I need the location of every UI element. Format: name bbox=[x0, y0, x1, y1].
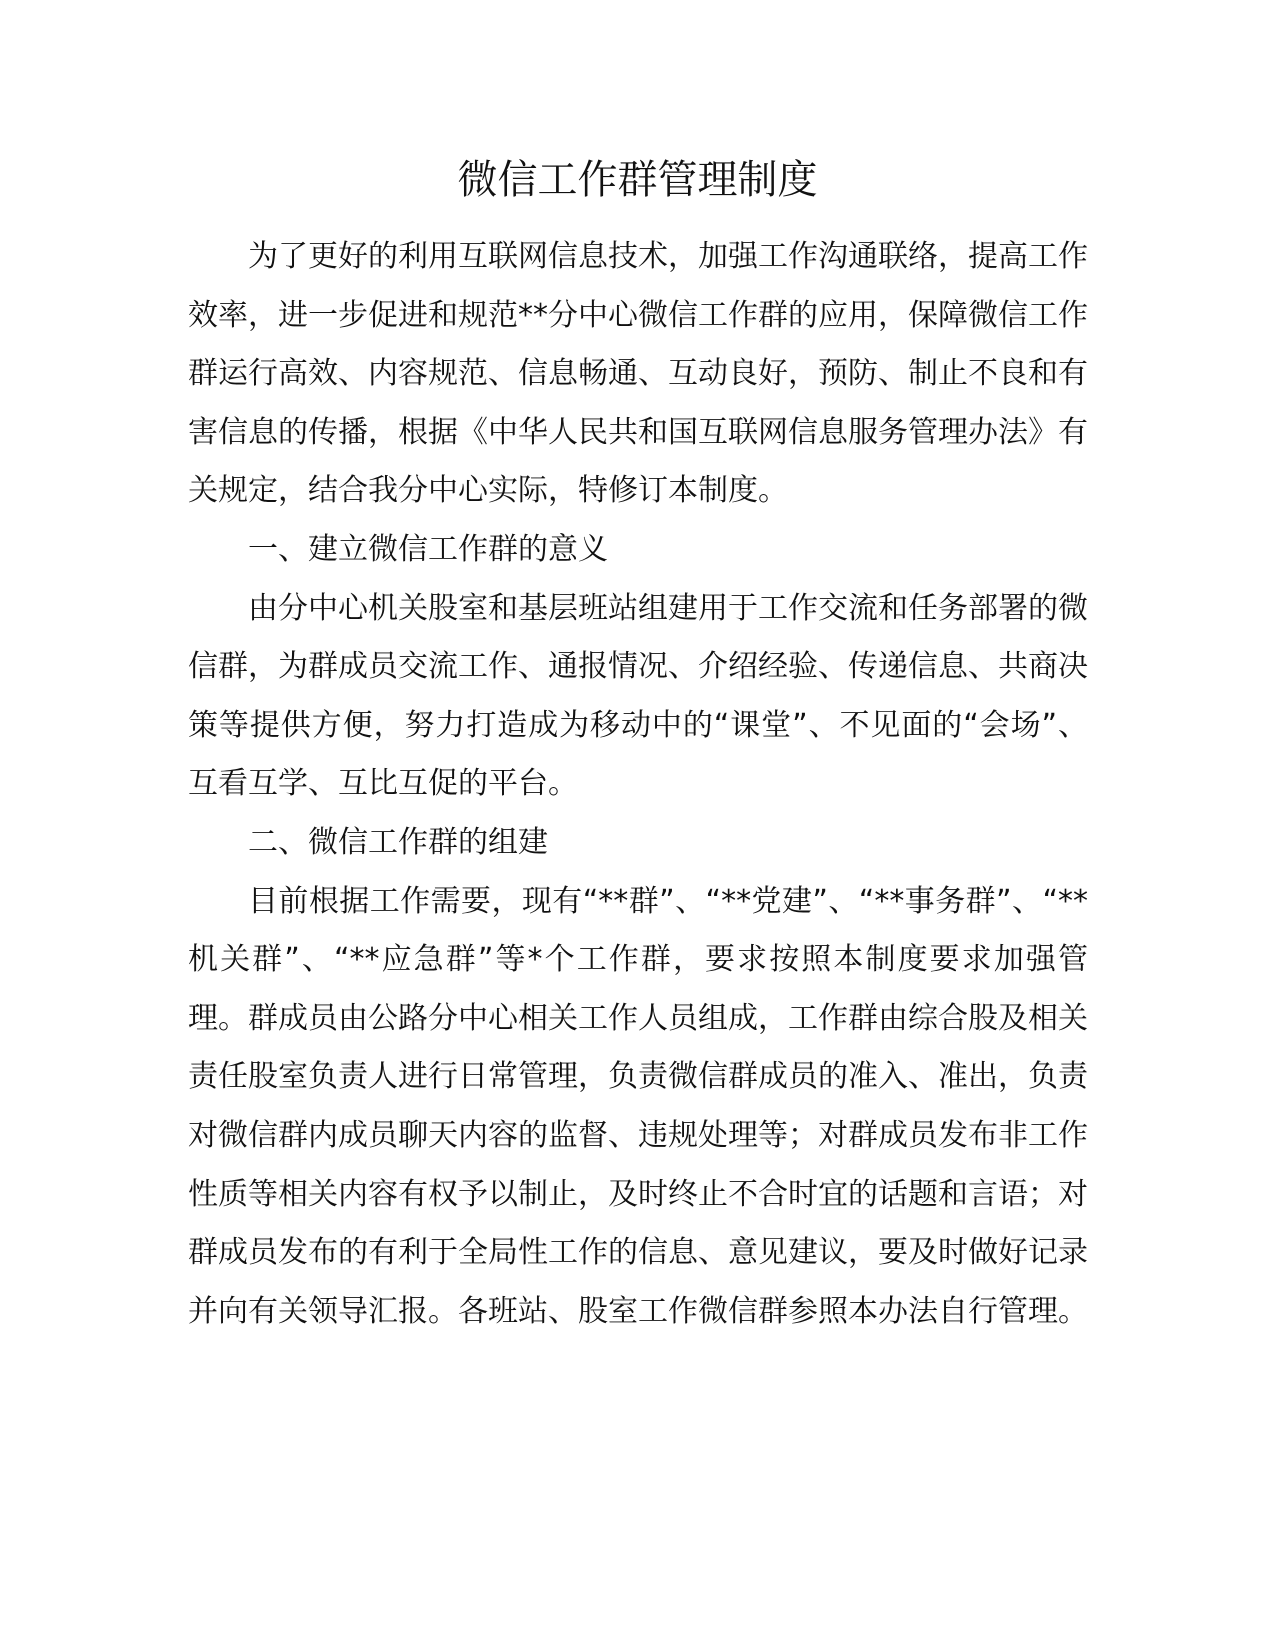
intro-paragraph: 为了更好的利用互联网信息技术，加强工作沟通联络，提高工作效率，进一步促进和规范**分中心微信工作群的应用，保障微信工作群运行高效、内容规范、信息畅通、互动良好，预防、制止不良和有害信息的传播，根据《中华人民共和国互联网信息服务管理办法》有关规定，结合我分中心实际，特修订本制度。 bbox=[188, 239, 1088, 509]
section-body-formation: 目前根据工作需要，现有“**群”、“**党建”、“**事务群”、“**机关群”、“**应急群”等*个工作群，要求按照本制度要求加强管理。群成员由公路分中心相关工作人员组成，工作群由综合股及相关责任股室负责人进行日常管理，负责微信群成员的准入、准出，负责对微信群内成员聊天内容的监督、违规处理等；对群成员发布非工作性质等相关内容有权予以制止，及时终止不合时宜的话题和言语；对群成员发布的有利于全局性工作的信息、意见建议，要及时做好记录并向有关领导汇报。各班站、股室工作微信群参照本办法自行管理。 bbox=[188, 883, 1088, 1329]
document-title: 微信工作群管理制度 bbox=[457, 157, 818, 203]
section-body-significance: 由分中心机关股室和基层班站组建用于工作交流和任务部署的微信群，为群成员交流工作、通报情况、介绍经验、传递信息、共商决策等提供方便，努力打造成为移动中的“课堂”、不见面的“会场”、互看互学、互比互促的平台。 bbox=[188, 590, 1088, 802]
section-heading-significance: 一、建立微信工作群的意义 bbox=[248, 531, 608, 567]
document-body bbox=[188, 228, 1088, 1341]
section-heading-formation: 二、微信工作群的组建 bbox=[248, 824, 548, 860]
